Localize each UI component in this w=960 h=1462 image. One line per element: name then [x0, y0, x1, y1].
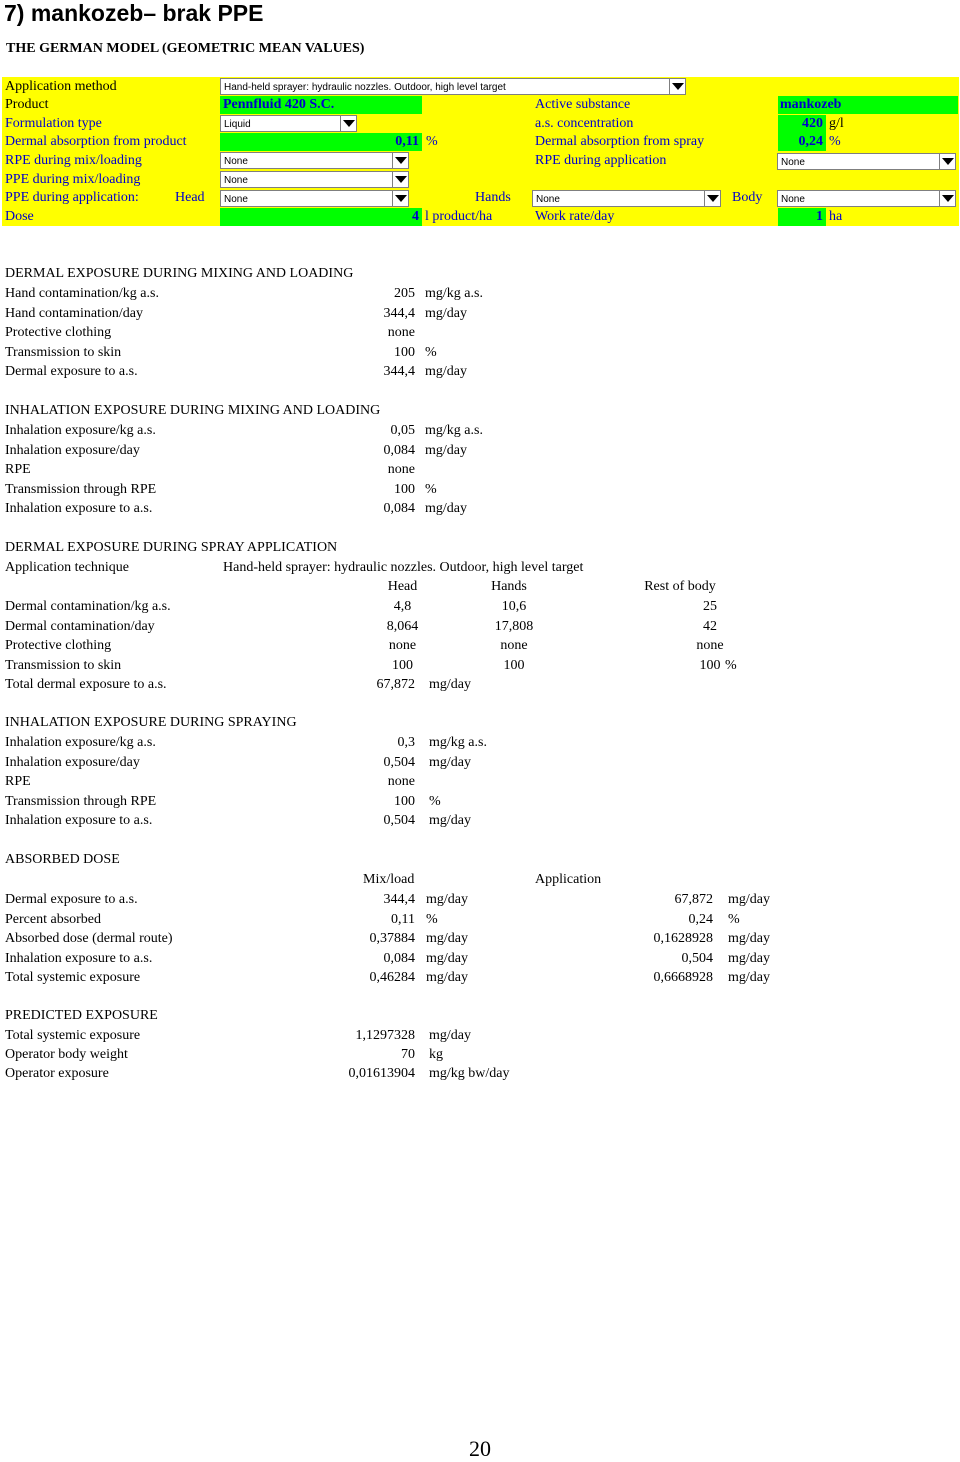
- ppe-app-body-dropdown-button[interactable]: [939, 190, 956, 207]
- row-app-unit: %: [728, 911, 740, 927]
- row-value: 1,1297328: [355, 1028, 415, 1043]
- ppe-app-hands-value: None: [536, 194, 560, 205]
- row-unit: %: [429, 793, 441, 809]
- row-label: RPE: [5, 774, 31, 790]
- row-label: Total systemic exposure: [5, 1028, 141, 1043]
- row-label: RPE: [5, 462, 31, 478]
- work-rate-value[interactable]: 1: [816, 209, 823, 224]
- row-value: 0,084: [383, 501, 415, 517]
- ppe-app-body-select[interactable]: [777, 190, 941, 207]
- ppe-app-hands-select[interactable]: [532, 190, 706, 207]
- row-value: 205: [394, 286, 415, 301]
- page-number: 20: [469, 1436, 491, 1461]
- formulation-type-dropdown-button[interactable]: [340, 115, 357, 132]
- dermal-abs-spray-label: Dermal absorption from spray: [535, 134, 705, 149]
- row-label: Percent absorbed: [5, 911, 102, 927]
- row-label: Hand contamination/day: [5, 305, 144, 321]
- total-dermal-value: 67,872: [376, 677, 415, 692]
- row-label: Transmission through RPE: [5, 481, 157, 497]
- row-value: none: [387, 325, 415, 341]
- row-label: Total systemic exposure: [5, 970, 141, 986]
- row-label: Inhalation exposure to a.s.: [5, 950, 153, 966]
- col-hands-header: Hands: [491, 579, 527, 594]
- row-label: Dermal contamination/day: [5, 618, 155, 634]
- row-unit: mg/day: [425, 501, 467, 517]
- row-unit: mg/kg a.s.: [425, 423, 483, 438]
- ppe-app-body-value: None: [781, 194, 805, 205]
- row-mix-unit: mg/day: [426, 892, 468, 907]
- chevron-down-icon: [343, 120, 355, 128]
- row-app-value: 0,24: [688, 911, 713, 927]
- row-mix-value: 0,46284: [369, 970, 415, 986]
- row-app-unit: mg/day: [728, 892, 770, 907]
- application-technique-value: Hand-held sprayer: hydraulic nozzles. Outdoor, high level target: [223, 560, 584, 575]
- ppe-app-head-label: Head: [175, 190, 205, 205]
- rpe-mix-select[interactable]: [220, 152, 394, 169]
- application-technique-label: Application technique: [5, 560, 130, 575]
- chevron-down-icon: [672, 83, 684, 91]
- row-hands-value: 10,6: [501, 599, 527, 614]
- row-label: Dermal contamination/kg a.s.: [5, 599, 171, 614]
- product-value[interactable]: Pennfluid 420 S.C.: [223, 97, 335, 112]
- dose-label: Dose: [5, 209, 34, 224]
- row-body-value: none: [696, 638, 724, 654]
- row-unit: mg/kg a.s.: [429, 735, 487, 750]
- row-unit: mg/day: [429, 754, 471, 770]
- formulation-type-select[interactable]: [220, 115, 342, 132]
- row-body-value: 25: [703, 599, 717, 614]
- application-method-select[interactable]: [220, 78, 670, 95]
- row-hands-value: none: [500, 638, 528, 654]
- row-label: Protective clothing: [5, 325, 112, 341]
- row-mix-unit: mg/day: [426, 950, 468, 966]
- formulation-type-value: Liquid: [224, 119, 251, 130]
- row-mix-unit: mg/day: [426, 931, 468, 947]
- row-label: Transmission to skin: [5, 657, 122, 673]
- chevron-down-icon: [395, 176, 407, 184]
- row-unit: %: [425, 344, 437, 360]
- dose-value[interactable]: 4: [412, 209, 419, 224]
- row-value: 100: [394, 344, 415, 360]
- total-dermal-unit: mg/day: [429, 677, 471, 692]
- row-head-value: 4,8: [393, 599, 412, 614]
- col-head-header: Head: [387, 579, 418, 594]
- ppe-mix-value: None: [224, 175, 248, 186]
- row-label: Protective clothing: [5, 638, 112, 654]
- rpe-mix-dropdown-button[interactable]: [392, 152, 409, 169]
- product-label: Product: [5, 97, 49, 112]
- row-hands-value: 100: [503, 657, 525, 673]
- row-mix-value: 0,084: [383, 950, 415, 966]
- section-heading-absorbed: ABSORBED DOSE: [5, 852, 120, 867]
- work-rate-label: Work rate/day: [535, 209, 615, 224]
- rpe-app-dropdown-button[interactable]: [939, 153, 956, 170]
- row-app-value: 0,504: [681, 950, 713, 966]
- concentration-label: a.s. concentration: [535, 116, 634, 131]
- row-label: Inhalation exposure/kg a.s.: [5, 423, 156, 438]
- dermal-abs-product-value[interactable]: 0,11: [395, 134, 419, 149]
- row-app-unit: mg/day: [728, 931, 770, 947]
- application-method-label: Application method: [5, 79, 117, 94]
- col-application-header: Application: [535, 872, 602, 887]
- dermal-abs-product-unit: %: [426, 134, 438, 149]
- ppe-mix-dropdown-button[interactable]: [392, 171, 409, 188]
- row-label: Hand contamination/kg a.s.: [5, 286, 159, 301]
- row-label: Operator body weight: [5, 1047, 128, 1062]
- row-mix-unit: %: [426, 911, 438, 927]
- row-unit: mg/day: [429, 1028, 471, 1043]
- row-unit: %: [425, 481, 437, 497]
- col-body-header: Rest of body: [644, 579, 716, 594]
- row-label: Operator exposure: [5, 1066, 109, 1081]
- row-value: 344,4: [383, 364, 415, 380]
- row-head-value: 100: [392, 657, 413, 673]
- row-unit: mg/kg a.s.: [425, 286, 483, 301]
- ppe-app-head-value: None: [224, 194, 248, 205]
- row-value: none: [387, 774, 415, 790]
- ppe-app-head-select[interactable]: [220, 190, 394, 207]
- row-value: 70: [401, 1047, 415, 1062]
- row-unit: mg/day: [425, 364, 467, 380]
- row-value: 100: [394, 481, 415, 497]
- rpe-app-select[interactable]: [777, 153, 941, 170]
- concentration-value[interactable]: 420: [802, 116, 823, 131]
- ppe-app-hands-dropdown-button[interactable]: [704, 190, 721, 207]
- row-label: Inhalation exposure/day: [5, 754, 140, 770]
- ppe-mix-select[interactable]: [220, 171, 394, 188]
- row-unit: mg/day: [425, 442, 467, 458]
- row-value: 0,01613904: [348, 1066, 415, 1081]
- row-label: Inhalation exposure/day: [5, 442, 140, 458]
- row-label: Dermal exposure to a.s.: [5, 364, 138, 380]
- work-rate-unit: ha: [829, 209, 843, 224]
- row-body-value: 42: [703, 618, 717, 634]
- chevron-down-icon: [942, 158, 954, 166]
- page-title: 7) mankozeb– brak PPE: [4, 0, 264, 26]
- chevron-down-icon: [707, 195, 719, 203]
- active-substance-value[interactable]: mankozeb: [780, 97, 842, 112]
- row-hands-value: 17,808: [494, 618, 534, 634]
- row-app-value: 67,872: [674, 892, 713, 907]
- row-unit: %: [725, 657, 737, 673]
- active-substance-label: Active substance: [535, 97, 631, 112]
- chevron-down-icon: [395, 195, 407, 203]
- row-unit: mg/kg bw/day: [429, 1066, 510, 1081]
- row-app-unit: mg/day: [728, 970, 770, 986]
- row-value: 0,084: [383, 442, 415, 458]
- col-mixload-header: Mix/load: [363, 872, 415, 887]
- row-mix-value: 344,4: [383, 892, 415, 907]
- row-label: Transmission through RPE: [5, 793, 157, 809]
- rpe-mix-label: RPE during mix/loading: [5, 153, 142, 168]
- row-value: 0,504: [383, 813, 415, 829]
- row-label: Inhalation exposure to a.s.: [5, 501, 153, 517]
- row-mix-value: 0,11: [391, 911, 415, 927]
- total-dermal-label: Total dermal exposure to a.s.: [5, 677, 167, 692]
- row-app-unit: mg/day: [728, 950, 770, 966]
- row-head-value: none: [388, 638, 417, 654]
- ppe-app-hands-label: Hands: [475, 190, 511, 205]
- row-value: 100: [394, 793, 415, 809]
- row-mix-unit: mg/day: [426, 970, 468, 986]
- dermal-abs-product-label: Dermal absorption from product: [5, 134, 187, 149]
- rpe-app-label: RPE during application: [535, 153, 667, 168]
- row-unit: kg: [429, 1047, 443, 1062]
- row-head-value: 8,064: [386, 618, 419, 634]
- ppe-app-head-dropdown-button[interactable]: [392, 190, 409, 207]
- row-unit: mg/day: [429, 813, 471, 829]
- row-label: Inhalation exposure to a.s.: [5, 813, 153, 829]
- chevron-down-icon: [395, 157, 407, 165]
- rpe-app-value: None: [781, 157, 805, 168]
- concentration-unit: g/l: [829, 116, 844, 131]
- formulation-type-label: Formulation type: [5, 116, 102, 131]
- section-heading-inhal-spray: INHALATION EXPOSURE DURING SPRAYING: [5, 715, 297, 730]
- dermal-abs-spray-value[interactable]: 0,24: [798, 134, 823, 149]
- section-heading-dermal-mix: DERMAL EXPOSURE DURING MIXING AND LOADING: [5, 266, 354, 281]
- model-subtitle: THE GERMAN MODEL (GEOMETRIC MEAN VALUES): [6, 41, 365, 56]
- ppe-app-label: PPE during application:: [5, 190, 139, 205]
- row-app-value: 0,6668928: [653, 970, 713, 986]
- application-method-value: Hand-held sprayer: hydraulic nozzles. Outdoor, high level target: [224, 82, 506, 93]
- row-body-value: 100: [699, 657, 721, 673]
- row-value: 344,4: [383, 305, 415, 321]
- section-heading-inhal-mix: INHALATION EXPOSURE DURING MIXING AND LOADING: [5, 403, 381, 418]
- dermal-abs-spray-unit: %: [829, 134, 841, 149]
- row-label: Transmission to skin: [5, 344, 122, 360]
- row-value: 0,05: [390, 423, 415, 438]
- row-unit: mg/day: [425, 305, 467, 321]
- row-mix-value: 0,37884: [369, 931, 415, 947]
- application-method-dropdown-button[interactable]: [669, 78, 686, 95]
- row-label: Dermal exposure to a.s.: [5, 892, 138, 907]
- dose-unit: l product/ha: [425, 209, 493, 224]
- row-value: 0,504: [383, 754, 415, 770]
- section-heading-predicted: PREDICTED EXPOSURE: [5, 1008, 158, 1023]
- chevron-down-icon: [942, 195, 954, 203]
- ppe-mix-label: PPE during mix/loading: [5, 172, 141, 187]
- row-value: none: [387, 462, 415, 478]
- row-label: Inhalation exposure/kg a.s.: [5, 735, 156, 750]
- section-heading-dermal-spray: DERMAL EXPOSURE DURING SPRAY APPLICATION: [5, 540, 338, 555]
- row-label: Absorbed dose (dermal route): [5, 931, 173, 947]
- row-value: 0,3: [397, 735, 415, 750]
- rpe-mix-value: None: [224, 156, 248, 167]
- row-app-value: 0,1628928: [653, 931, 713, 947]
- ppe-app-body-label: Body: [732, 190, 763, 205]
